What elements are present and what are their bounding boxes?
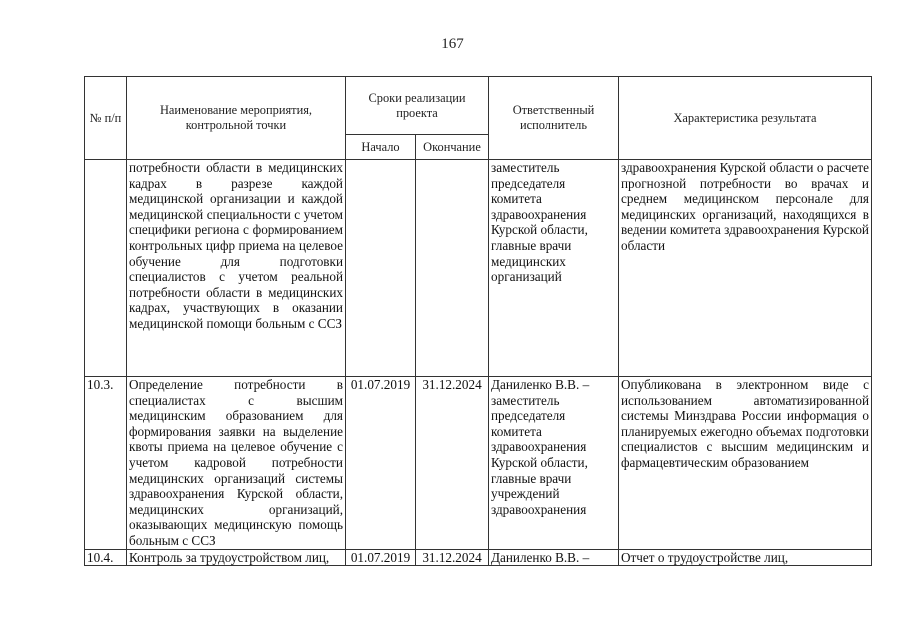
table-row (85, 160, 872, 377)
header-responsible: Ответственный исполнитель (489, 77, 619, 160)
header-result: Характеристика результата (619, 77, 872, 160)
header-start: Начало (346, 135, 416, 160)
row-responsible: Даниленко В.В. – (489, 549, 619, 566)
row-num: 10.3. (85, 377, 127, 550)
table-row (85, 549, 872, 566)
row-name: потребности области в медицинских кадрах в разрезе каждой медицинской организации и каждой медицинской специальности с учетом специфики региона с формированием контрольных цифр приема на целевое обучение для подготовки специалистов с учетом реальной потребности области в медицинских кадрах, участвующих в оказании медицинской помощи больным с ССЗ (127, 160, 346, 377)
row-responsible: заместитель председателя комитета здравоохранения Курской области, главные врачи медицинских организаций (489, 160, 619, 377)
table-row (85, 377, 872, 550)
row-start: 01.07.2019 (346, 549, 416, 566)
row-num: 10.4. (85, 549, 127, 566)
header-num: № п/п (85, 77, 127, 160)
header-end: Окончание (416, 135, 489, 160)
row-name: Контроль за трудоустройством лиц, (127, 549, 346, 566)
row-result: здравоохранения Курской области о расчете прогнозной потребности во врачах и среднем медицинском персонале для медицинских организаций, находящихся в ведении комитета здравоохранения Курской области (619, 160, 872, 377)
row-end: 31.12.2024 (416, 377, 489, 550)
row-result: Отчет о трудоустройстве лиц, (619, 549, 872, 566)
row-end (416, 160, 489, 377)
page-number: 167 (441, 36, 464, 52)
row-responsible: Даниленко В.В. – заместитель председателя комитета здравоохранения Курской области, главные врачи учреждений здравоохранения (489, 377, 619, 550)
table-header-row (85, 77, 872, 135)
row-start (346, 160, 416, 377)
header-deadlines: Сроки реализации проекта (346, 77, 489, 135)
row-num (85, 160, 127, 377)
row-end: 31.12.2024 (416, 549, 489, 566)
row-result: Опубликована в электронном виде с использованием автоматизированной системы Минздрава России информация о планируемых ежегодно объемах подготовки специалистов с высшим медицинским и фармацевтическим образованием (619, 377, 872, 550)
header-name: Наименование мероприятия, контрольной точки (127, 77, 346, 160)
row-name: Определение потребности в специалистах с высшим медицинским образованием для формирования заявки на выделение квоты приема на целевое обучение с учетом кадровой потребности медицинских организаций системы здравоохранения Курской области, медицинских организаций, оказывающих медицинскую помощь больным с ССЗ (127, 377, 346, 550)
plan-table (84, 76, 872, 566)
row-start: 01.07.2019 (346, 377, 416, 550)
